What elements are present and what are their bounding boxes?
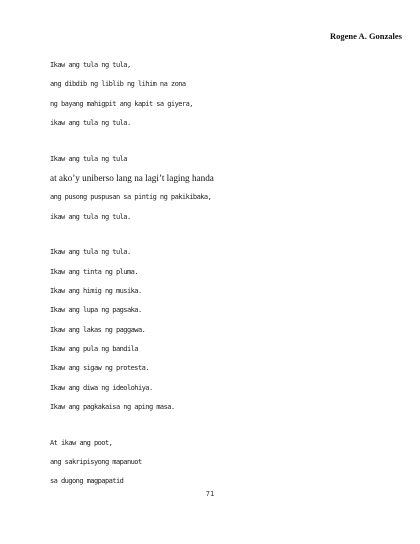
stanza-1 bbox=[50, 56, 390, 134]
stanza-3 bbox=[50, 243, 390, 418]
poem-line: ang sakripisyong mapanuot bbox=[50, 458, 142, 467]
author-header: Rogene A. Gonzales bbox=[329, 31, 402, 41]
poem-line: Ikaw ang tula ng tula, bbox=[50, 61, 131, 69]
poem-line: Ikaw ang lupa ng pagsaka. bbox=[50, 306, 142, 315]
poem-line: ikaw ang tula ng tula. bbox=[50, 212, 131, 221]
poem-line: Ikaw ang tinta ng pluma. bbox=[50, 267, 138, 276]
poem-line: Ikaw ang diwa ng ideolohiya. bbox=[50, 383, 153, 392]
poem-line: sa dugong magpapatid bbox=[50, 477, 124, 486]
poem-line: Ikaw ang tula ng tula. bbox=[50, 248, 131, 257]
poem-line: Ikaw ang tula ng tula bbox=[50, 154, 127, 163]
poem-line: ang pusong puspusan sa pintig ng pakikibaka, bbox=[50, 193, 212, 202]
poem-line: Ikaw ang pagkakaisa ng aping masa. bbox=[50, 403, 175, 412]
poem-line: Ikaw ang lakas ng paggawa. bbox=[50, 325, 146, 334]
stanza-4 bbox=[50, 434, 390, 492]
poem-line: ang dibdib ng liblib ng lihim na zona bbox=[50, 80, 186, 89]
poem-line: Ikaw ang sigaw ng protesta. bbox=[50, 364, 149, 373]
stanza-2 bbox=[50, 150, 390, 228]
poem-body bbox=[50, 56, 390, 508]
poem-line: Ikaw ang himig ng musika. bbox=[50, 286, 142, 295]
page-number: 71 bbox=[205, 490, 215, 498]
poem-line: At ikaw ang poot, bbox=[50, 438, 113, 447]
poem-line: Ikaw ang pula ng bandila bbox=[50, 345, 138, 354]
poem-line: ng bayang mahigpit ang kapit sa giyera, bbox=[50, 99, 193, 108]
poem-line: ikaw ang tula ng tula. bbox=[50, 119, 131, 128]
poem-line: at ako’y uniberso lang na lagi’t laging handa bbox=[50, 172, 214, 183]
